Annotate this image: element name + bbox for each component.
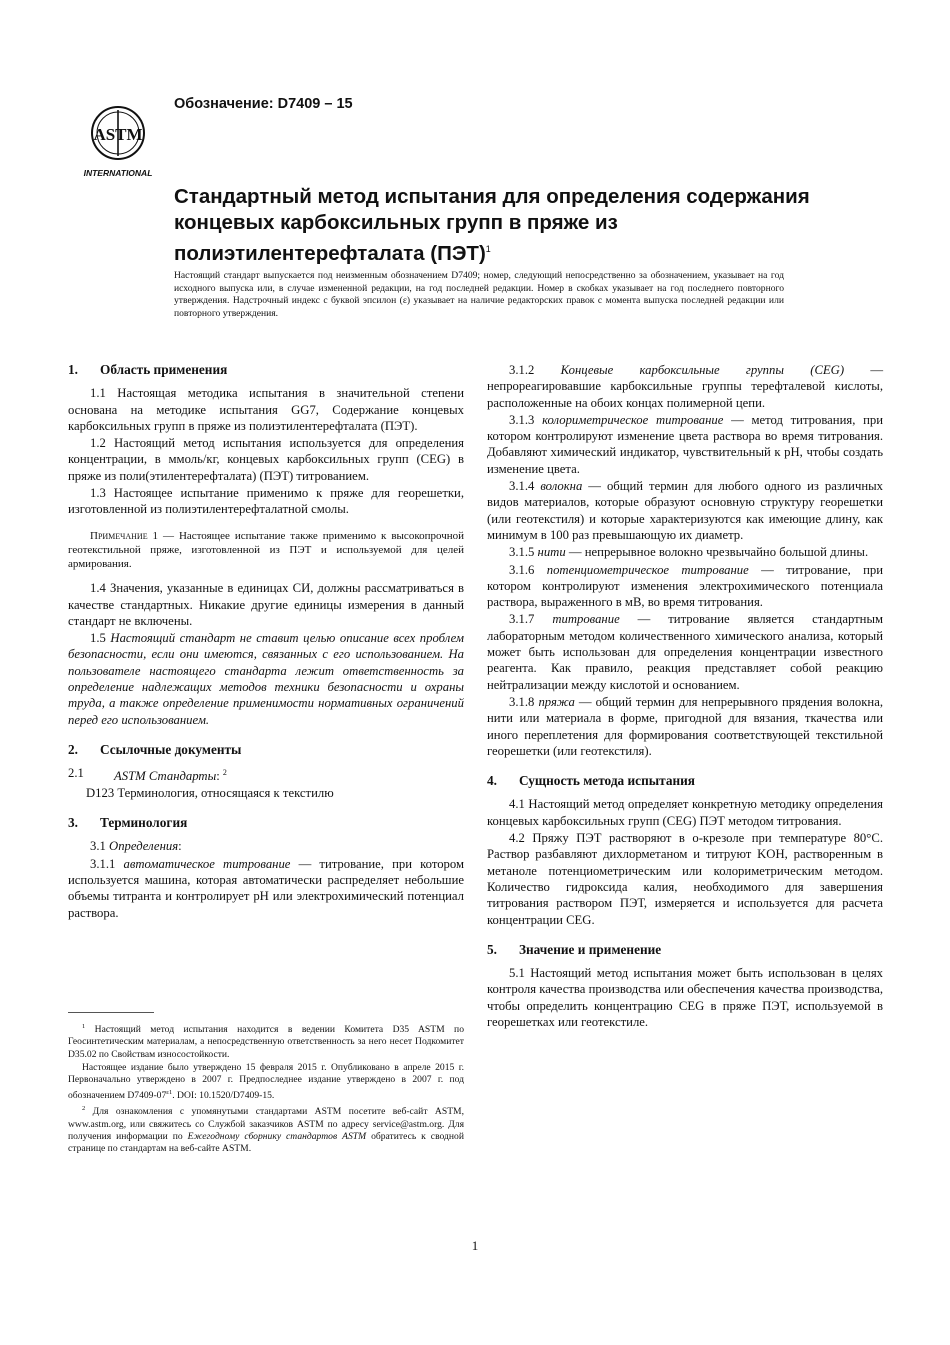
paragraph-5-1: 5.1 Настоящий метод испытания может быть использован в целях контроля качества производства или обеспечения качества производства, чтобы определить концентрацию CEG в пряже ПЭТ, используемой в георешетках или геотекстиле. bbox=[487, 966, 883, 1029]
paragraph-3-1-2: 3.1.2 Концевые карбоксильные группы (CEG) — непрореагировавшие карбоксильные группы терефталевой кислоты, расположенные на обоих концах полимерной цепи. bbox=[487, 363, 884, 410]
reference-d123: D123 Терминология, относящаяся к текстилю bbox=[86, 785, 334, 800]
section-2-heading: 2. Ссылочные документы bbox=[68, 741, 242, 757]
page-number: 1 bbox=[471, 1238, 479, 1253]
paragraph-1-1: 1.1 Настоящая методика испытания в значительной степени основана на методике испытания GG7, Содержание концевых карбоксильных групп в пряже из полиэтилентерефталата (ПЭТ). bbox=[68, 386, 464, 433]
paragraph-3-1-3: 3.1.3 колориметрическое титрование — метод титрования, при котором контролируют изменение цвета раствора во время титрования. Добавляют химический индикатор, чувствительный к pH, чтобы создать изменение цвета. bbox=[487, 412, 884, 476]
footnotes bbox=[68, 1021, 464, 1157]
paragraph-1-4: 1.4 Значения, указанные в единицах СИ, должны рассматриваться в качестве стандартных. Никакие другие единицы измерения в данный стандарт не включены. bbox=[68, 581, 464, 628]
paragraph-3-1-1: 3.1.1 автоматическое титрование — титрование, при котором используется машина, которая автоматически распределяет небольшие объемы титранта и контролирует pH или электрохимический потенциал раствора. bbox=[68, 856, 465, 920]
logo-subtext: INTERNATIONAL bbox=[83, 168, 153, 178]
astm-logo bbox=[76, 100, 160, 180]
paragraph-3-1-5: 3.1.5 нити — непрерывное волокно чрезвычайно большой длины. bbox=[509, 545, 869, 560]
left-column bbox=[68, 362, 464, 922]
logo-text: ASTM bbox=[93, 125, 143, 144]
paragraph-3-1-7: 3.1.7 титрование — титрование является стандартным лабораторным методом количественного химического анализа, который может быть использован для определения концентрации известного реагента. Как правило, реакция представляет собой реакцию нейтрализации между кислотой и основанием. bbox=[487, 612, 884, 692]
paragraph-1-2: 1.2 Настоящий метод испытания используется для определения концентрации, в ммоль/кг, концевых карбоксильных групп (CEG) в пряже из поли(этилентерефталата) (ПЭТ) титрованием. bbox=[68, 436, 464, 483]
footnote-1-edition: Настоящее издание было утверждено 15 февраля 2015 г. Опубликовано в апреле 2015 г. Первоначально утверждено в 2007 г. Предпоследнее издание утверждено в 2007 г. под обозначением $D7409-07^{\varepsilon 1}$. DOI: 10.1520/D7409-15. bbox=[68, 1062, 464, 1101]
paragraph-4-1: 4.1 Настоящий метод определяет конкретную методику определения концевых карбоксильных групп (CEG) ПЭТ методом титрования. bbox=[487, 797, 883, 828]
paragraph-3-1: 3.1 Определения: bbox=[90, 839, 182, 854]
right-column bbox=[487, 362, 883, 1031]
footnote-1: $^1$ Настоящий метод испытания находится в ведении Комитета D35 ASTM по Геосинтетическим материалам, а непосредственную ответственность за него несет Подкомитет D35.02 по Свойствам износостойкости. bbox=[68, 1023, 464, 1060]
preamble: Настоящий стандарт выпускается под неизменным обозначением D7409; номер, следующий непосредственно за обозначением, указывает на год исходного выпуска или, в случае измененной редакции, на год последней редакции. Номер в скобках указывает на год последнего повторного утверждения. Надстрочный индекс с буквой эпсилон (ε) указывает на наличие редакторских правок с момента выпуска последней редакции или повторного утверждения. bbox=[174, 270, 784, 319]
section-4-heading: 4. Сущность метода испытания bbox=[487, 773, 695, 789]
footnote-2: $^2$ Для ознакомления с упомянутыми стандартами ASTM посетите веб-сайт ASTM, www.astm.org, или свяжитесь со Службой заказчиков ASTM по адресу service@astm.org. Для получения информации по Ежегодному сборнику стандартов ASTM обратитесь к сводной странице по стандартам на веб-сайте ASTM. bbox=[68, 1105, 464, 1155]
designation: Обозначение: D7409 – 15 bbox=[174, 96, 353, 112]
paragraph-4-2: 4.2 Пряжу ПЭТ растворяют в о-крезоле при температуре 80°C. Раствор разбавляют дихлорметаном и титруют KOH, растворенным в метаноле потенциометрическим или колориметрическим методом. Количество гидроксида калия, необходимого для завершения титрования раствором ПЭТ, измеряется и используется для расчета концентрации CEG. bbox=[487, 831, 883, 927]
document-title: Стандартный метод испытания для определения содержания концевых карбоксильных групп в пряже из полиэтилентерефталата (ПЭТ)$^1$ bbox=[174, 185, 810, 265]
section-1-heading: 1. Область применения bbox=[68, 362, 228, 377]
paragraph-3-1-6: 3.1.6 потенциометрическое титрование — титрование, при котором контролируют изменения электрохимического потенциала раствора, выраженного в мВ, во время титрования. bbox=[487, 562, 884, 610]
paragraph-1-3: 1.3 Настоящее испытание применимо к пряже для георешетки, изготовленной из полиэтилентерефталатной смолы. bbox=[68, 486, 464, 517]
paragraph-3-1-8: 3.1.8 пряжа — общий термин для непрерывного прядения волокна, нити или материала в форме, пригодной для вязания, ткачества или иного переплетения для формирования соответствующей текстильной георешетки (или геотекстиля). bbox=[487, 694, 884, 758]
paragraph-3-1-4: 3.1.4 волокна — общий термин для любого одного из различных видов материалов, которые образуют основную структуру георешетки (или геотекстиля) и которые характеризуются как имеющие длину, как минимум в 100 раз превышающую их диаметр. bbox=[487, 479, 884, 542]
paragraph-1-5: 1.5 Настоящий стандарт не ставит целью описание всех проблем безопасности, если они имеются, связанных с его использованием. На пользователе настоящего стандарта лежит ответственность за определение надлежащих методов техники безопасности и охраны труда, а также определение применимости нормативных ограничений перед его использованием. bbox=[68, 631, 464, 727]
footnote-divider bbox=[68, 1012, 154, 1013]
title-footnote-ref: 1 bbox=[485, 244, 491, 254]
section-5-heading: 5. Значение и применение bbox=[487, 941, 662, 957]
section-3-heading: 3. Терминология bbox=[68, 815, 188, 831]
reference-astm-standards: 2.1 ASTM Стандарты: $^2$ bbox=[68, 766, 227, 784]
note-1: Примечание 1 — Настоящее испытание также применимо к высокопрочной геотекстильной пряже, изготовленной из ПЭТ и используемой для целей армирования. bbox=[68, 529, 465, 571]
